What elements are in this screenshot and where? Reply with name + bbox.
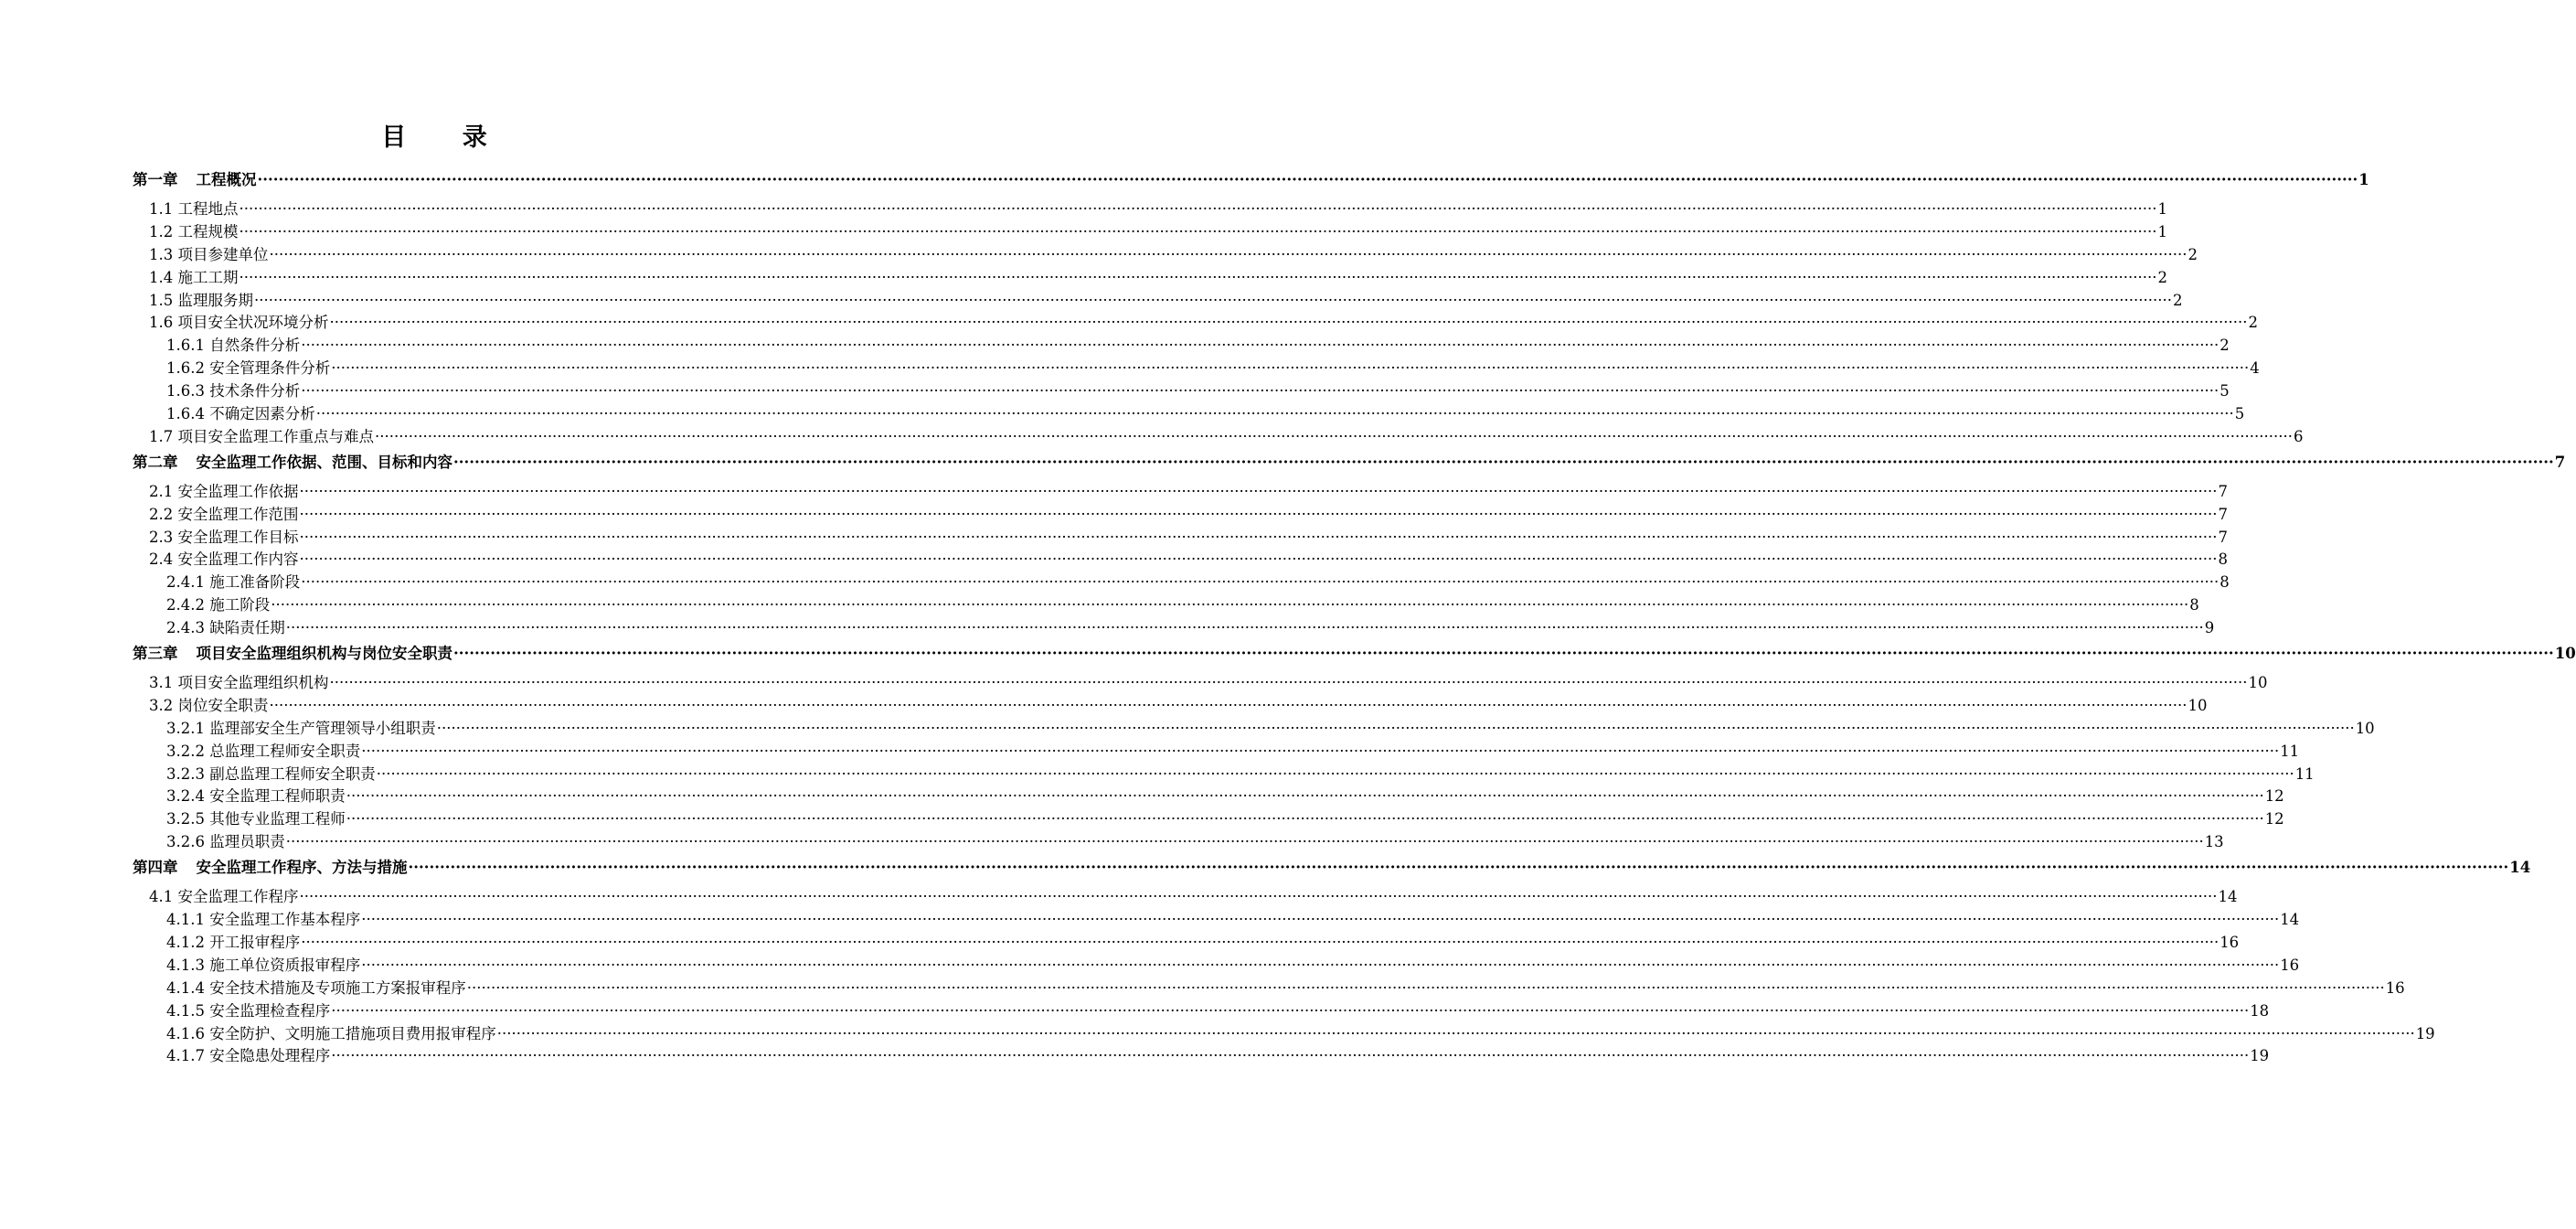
- toc-entry[interactable]: [133, 1023, 2435, 1046]
- toc-page-number: 2: [2172, 291, 2183, 309]
- toc-page-number: 2: [2219, 337, 2230, 355]
- toc-page-number: 2: [2248, 314, 2258, 332]
- toc-entry[interactable]: [133, 221, 2167, 244]
- toc-chapter-number: 第四章: [133, 859, 178, 877]
- toc-dot-leader: ················································································································································································································································································································································································································: [331, 1001, 2250, 1020]
- toc-entry-title: 2.1 安全监理工作依据: [149, 482, 299, 500]
- toc-page-number: 1: [2358, 171, 2369, 188]
- toc-page-number: 10: [2187, 696, 2208, 714]
- toc-dot-leader: ················································································································································································································································································································································································································: [257, 171, 2358, 188]
- toc-dot-leader: ················································································································································································································································································································································································································: [301, 573, 2219, 592]
- toc-entry[interactable]: [133, 549, 2228, 572]
- toc-dot-leader: ················································································································································································································································································································································································································: [376, 764, 2294, 783]
- toc-dot-leader: ················································································································································································································································································································································································································: [375, 427, 2293, 445]
- toc-entry[interactable]: [133, 886, 2238, 909]
- toc-entry[interactable]: [133, 978, 2405, 1000]
- toc-chapter-title: [133, 451, 452, 474]
- toc-dot-leader: ················································································································································································································································································································································································································: [269, 245, 2187, 263]
- toc-page-number: 7: [2554, 453, 2566, 471]
- toc-chapter-name: 安全监理工作程序、方法与措施: [196, 859, 408, 877]
- toc-page-number: 4: [2250, 359, 2260, 378]
- toc-entry[interactable]: [133, 403, 2245, 426]
- toc-page-number: 7: [2218, 505, 2228, 523]
- toc-entry[interactable]: [133, 617, 2215, 640]
- toc-page-number: 8: [2219, 573, 2230, 592]
- toc-page-number: 16: [2385, 978, 2405, 997]
- toc-entry-title: 2.3 安全监理工作目标: [149, 528, 299, 546]
- toc-page-number: 11: [2294, 764, 2315, 783]
- toc-entry[interactable]: [133, 290, 2183, 313]
- toc-entry-title: 4.1.5 安全监理检查程序: [166, 1001, 331, 1020]
- toc-dot-leader: ················································································································································································································································································································································································································: [239, 200, 2157, 218]
- toc-entry[interactable]: [133, 504, 2228, 527]
- toc-chapter-entry[interactable]: [133, 642, 2576, 665]
- toc-dot-leader: ················································································································································································································································································································································································································: [299, 482, 2218, 500]
- toc-dot-leader: ················································································································································································································································································································································································································: [453, 453, 2554, 471]
- toc-chapter-title: [133, 642, 452, 665]
- toc-dot-leader: ················································································································································································································································································································································································································: [239, 222, 2157, 240]
- toc-entry-title: 4.1.6 安全防护、文明施工措施项目费用报审程序: [166, 1024, 496, 1042]
- toc-entry[interactable]: [133, 909, 2300, 932]
- toc-entry-title: 1.6.4 不确定因素分析: [166, 405, 315, 423]
- toc-dot-leader: ················································································································································································································································································································································································································: [329, 674, 2248, 692]
- toc-chapter-name: 安全监理工作依据、范围、目标和内容: [196, 453, 452, 471]
- toc-entry-title: 4.1.2 开工报审程序: [166, 933, 301, 951]
- toc-page-number: 5: [2219, 382, 2230, 401]
- toc-entry-title: 2.4 安全监理工作内容: [149, 550, 299, 569]
- toc-dot-leader: ················································································································································································································································································································································································································: [496, 1024, 2415, 1042]
- toc-page-number: 1: [2157, 222, 2167, 240]
- toc-entry-title: 4.1.3 施工单位资质报审程序: [166, 956, 361, 974]
- toc-dot-leader: ················································································································································································································································································································································································································: [299, 550, 2218, 569]
- toc-page-number: 12: [2264, 787, 2284, 806]
- toc-entry[interactable]: [133, 267, 2167, 290]
- toc-entry-title: 3.2.2 总监理工程师安全职责: [166, 742, 361, 760]
- toc-entry-title: 1.6.1 自然条件分析: [166, 337, 301, 355]
- toc-chapter-name: 项目安全监理组织机构与岗位安全职责: [196, 645, 452, 663]
- toc-entry-title: 3.2.5 其他专业监理工程师: [166, 810, 346, 828]
- toc-entry[interactable]: [133, 335, 2230, 358]
- toc-page-number: 7: [2218, 528, 2228, 546]
- toc-entry-title: 1.5 监理服务期: [149, 291, 253, 309]
- toc-entry[interactable]: [133, 672, 2268, 695]
- toc-entry[interactable]: [133, 831, 2224, 854]
- toc-entry-title: 2.4.3 缺陷责任期: [166, 619, 285, 637]
- toc-dot-leader: ················································································································································································································································································································································································································: [301, 933, 2219, 951]
- toc-chapter-entry[interactable]: [133, 451, 2566, 474]
- toc-page-number: 10: [2355, 719, 2375, 737]
- toc-entry-title: 4.1 安全监理工作程序: [149, 888, 299, 906]
- toc-dot-leader: ················································································································································································································································································································································································································: [331, 1047, 2250, 1065]
- toc-dot-leader: ················································································································································································································································································································································································································: [301, 337, 2219, 355]
- toc-chapter-title: [133, 168, 257, 191]
- toc-entry-title: 3.2.3 副总监理工程师安全职责: [166, 764, 376, 783]
- toc-dot-leader: ················································································································································································································································································································································································································: [285, 619, 2204, 637]
- toc-dot-leader: ················································································································································································································································································································································································································: [346, 787, 2264, 806]
- toc-entry-title: 3.2.6 监理员职责: [166, 833, 285, 851]
- toc-entry[interactable]: [133, 481, 2228, 504]
- toc-entry-title: 1.7 项目安全监理工作重点与难点: [149, 427, 374, 445]
- toc-dot-leader: ················································································································································································································································································································································································································: [271, 596, 2189, 614]
- toc-entry-title: 1.6.3 技术条件分析: [166, 382, 301, 401]
- toc-entry[interactable]: [133, 1000, 2270, 1023]
- toc-dot-leader: ················································································································································································································································································································································································································: [346, 810, 2264, 828]
- toc-entry[interactable]: [133, 785, 2284, 808]
- toc-dot-leader: ················································································································································································································································································································································································································: [331, 359, 2250, 378]
- toc-dot-leader: ················································································································································································································································································································································································································: [329, 314, 2248, 332]
- toc-page-number: 10: [2248, 674, 2268, 692]
- toc-dot-leader: ················································································································································································································································································································································································································: [239, 268, 2157, 286]
- toc-dot-leader: ················································································································································································································································································································································································································: [436, 719, 2355, 737]
- toc-page-number: 16: [2219, 933, 2240, 951]
- toc-dot-leader: ················································································································································································································································································································································································································: [299, 528, 2218, 546]
- toc-page-number: 7: [2218, 482, 2228, 500]
- toc-entry-title: 3.1 项目安全监理组织机构: [149, 674, 329, 692]
- toc-dot-leader: ················································································································································································································································································································································································································: [361, 956, 2280, 974]
- toc-entry-title: 3.2.1 监理部安全生产管理领导小组职责: [166, 719, 436, 737]
- toc-dot-leader: ················································································································································································································································································································································································································: [408, 859, 2509, 877]
- toc-chapter-number: 第一章: [133, 171, 178, 188]
- toc-entry-title: 2.4.1 施工准备阶段: [166, 573, 301, 592]
- toc-page-number: 8: [2218, 550, 2228, 569]
- toc-entry-title: 2.4.2 施工阶段: [166, 596, 271, 614]
- toc-page-number: 2: [2187, 245, 2198, 263]
- toc-entry[interactable]: [133, 1045, 2270, 1068]
- toc-dot-leader: ················································································································································································································································································································································································································: [299, 505, 2218, 523]
- toc-chapter-entry[interactable]: [133, 856, 2531, 879]
- toc-page-number: 10: [2554, 645, 2576, 663]
- toc-page-number: 1: [2157, 200, 2167, 218]
- toc-entry[interactable]: [133, 695, 2208, 718]
- toc-entry[interactable]: [133, 358, 2260, 380]
- toc-entry[interactable]: [133, 244, 2198, 267]
- toc-entry[interactable]: [133, 198, 2167, 221]
- toc-dot-leader: ················································································································································································································································································································································································································: [466, 978, 2385, 997]
- toc-entry-title: 4.1.1 安全监理工作基本程序: [166, 911, 361, 929]
- toc-entry-title: 4.1.4 安全技术措施及专项施工方案报审程序: [166, 978, 466, 997]
- toc-entry-title: 1.3 项目参建单位: [149, 245, 269, 263]
- toc-entry[interactable]: [133, 572, 2230, 594]
- toc-page-number: 9: [2204, 619, 2215, 637]
- toc-page-number: 6: [2293, 427, 2304, 445]
- toc-dot-leader: ················································································································································································································································································································································································································: [301, 382, 2219, 401]
- toc-page-number: 11: [2280, 742, 2300, 760]
- toc-entry-title: 2.2 安全监理工作范围: [149, 505, 299, 523]
- toc-chapter-entry[interactable]: [133, 168, 2369, 191]
- table-of-contents: [133, 166, 2576, 1068]
- toc-dot-leader: ················································································································································································································································································································································································································: [315, 405, 2234, 423]
- toc-entry[interactable]: [133, 312, 2258, 335]
- toc-dot-leader: ················································································································································································································································································································································································································: [453, 645, 2554, 663]
- toc-page-number: 14: [2509, 859, 2531, 877]
- toc-entry-title: 3.2.4 安全监理工程师职责: [166, 787, 346, 806]
- toc-chapter-name: 工程概况: [196, 171, 257, 188]
- toc-page-number: 16: [2280, 956, 2300, 974]
- toc-page-number: 19: [2415, 1024, 2435, 1042]
- toc-entry-title: 1.2 工程规模: [149, 222, 239, 240]
- toc-page-number: 14: [2280, 911, 2300, 929]
- toc-dot-leader: ················································································································································································································································································································································································································: [361, 742, 2280, 760]
- toc-chapter-number: 第三章: [133, 645, 178, 663]
- toc-entry[interactable]: [133, 764, 2315, 786]
- toc-dot-leader: ················································································································································································································································································································································································································: [285, 833, 2204, 851]
- toc-entry[interactable]: [133, 380, 2230, 403]
- toc-chapter-number: 第二章: [133, 453, 178, 471]
- toc-entry[interactable]: [133, 527, 2228, 550]
- toc-dot-leader: ················································································································································································································································································································································································································: [269, 696, 2187, 714]
- toc-page-number: 14: [2218, 888, 2238, 906]
- toc-dot-leader: ················································································································································································································································································································································································································: [299, 888, 2218, 906]
- toc-entry[interactable]: [133, 932, 2240, 955]
- toc-page-number: 5: [2234, 405, 2245, 423]
- toc-entry[interactable]: [133, 426, 2304, 449]
- toc-entry-title: 1.6.2 安全管理条件分析: [166, 359, 331, 378]
- toc-entry[interactable]: [133, 741, 2300, 764]
- toc-entry[interactable]: [133, 594, 2199, 617]
- toc-chapter-title: [133, 856, 408, 879]
- toc-page-number: 8: [2189, 596, 2199, 614]
- toc-page-number: 18: [2250, 1001, 2270, 1020]
- toc-entry-title: 1.6 项目安全状况环境分析: [149, 314, 329, 332]
- toc-page-number: 12: [2264, 810, 2284, 828]
- toc-entry-title: 1.4 施工工期: [149, 268, 239, 286]
- toc-page-number: 19: [2250, 1047, 2270, 1065]
- toc-dot-leader: ················································································································································································································································································································································································································: [254, 291, 2172, 309]
- toc-entry[interactable]: [133, 718, 2375, 741]
- toc-entry[interactable]: [133, 955, 2300, 978]
- toc-title: 目 录: [381, 123, 511, 152]
- toc-entry-title: 4.1.7 安全隐患处理程序: [166, 1047, 331, 1065]
- toc-page-number: 2: [2157, 268, 2167, 286]
- toc-entry-title: 1.1 工程地点: [149, 200, 239, 218]
- toc-dot-leader: ················································································································································································································································································································································································································: [361, 911, 2280, 929]
- toc-page-number: 13: [2204, 833, 2224, 851]
- toc-entry[interactable]: [133, 808, 2284, 831]
- toc-entry-title: 3.2 岗位安全职责: [149, 696, 269, 714]
